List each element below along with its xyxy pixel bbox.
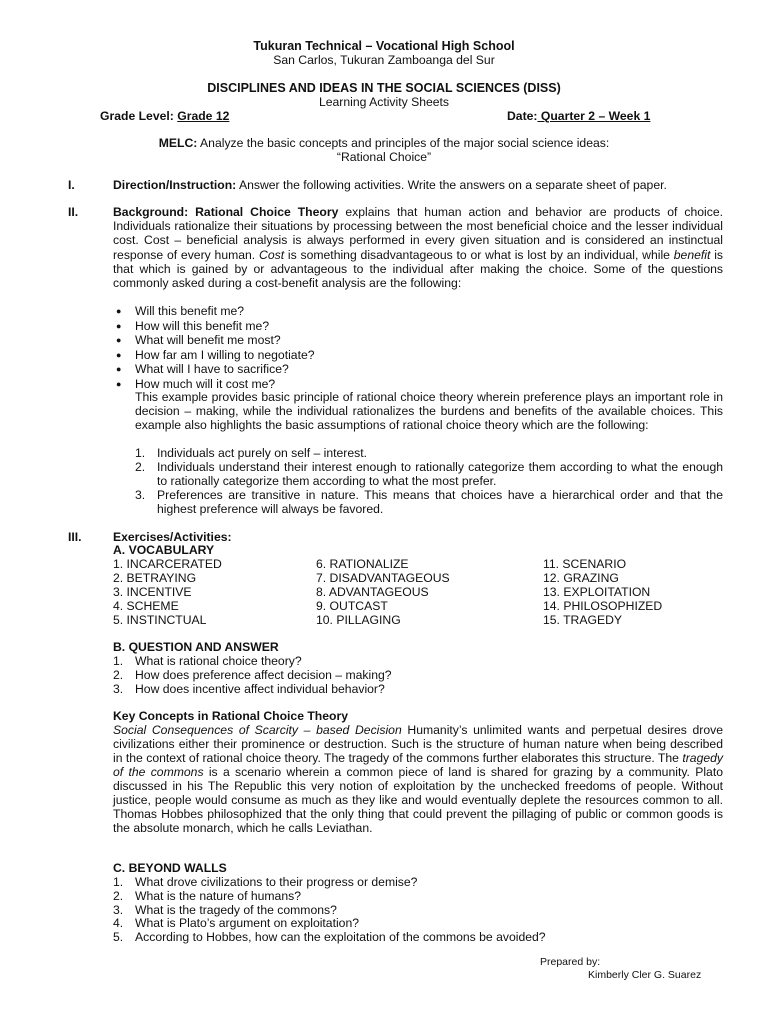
section-2-body	[113, 205, 723, 290]
melc-text: Analyze the basic concepts and principles of the major social science ideas:	[197, 136, 610, 150]
key-concepts-subtitle: Social Consequences of Scarcity – based Decision	[113, 723, 402, 737]
item-number: 1.	[135, 446, 146, 460]
list-item: ● How will this benefit me?	[113, 319, 713, 334]
item-text: Individuals act purely on self – interest.	[157, 446, 368, 460]
school-name: Tukuran Technical – Vocational High School	[253, 39, 515, 53]
grade-level	[100, 109, 229, 123]
grade-label: Grade Level:	[100, 109, 178, 123]
vocab-word: 9. OUTCAST	[316, 599, 388, 613]
subject-title: DISCIPLINES AND IDEAS IN THE SOCIAL SCIENCES (DISS)	[207, 81, 561, 95]
vocab-word: 10. PILLAGING	[316, 613, 401, 627]
vocab-word: 6. RATIONALIZE	[316, 557, 409, 571]
item-text: What is the nature of humans?	[135, 888, 301, 903]
item-text: According to Hobbes, how can the exploitation of the commons be avoided?	[135, 930, 546, 945]
beyond-walls-list	[113, 875, 723, 944]
vocab-word: 13. EXPLOITATION	[543, 585, 651, 599]
list-item	[113, 903, 723, 917]
vocab-word: 11. SCENARIO	[543, 557, 627, 571]
list-item	[113, 654, 713, 668]
question-answer-list	[113, 654, 713, 695]
cost-term: Cost	[259, 247, 285, 262]
vocab-word: 7. DISADVANTAGEOUS	[316, 571, 450, 585]
item-text: What drove civilizations to their progress or demise?	[135, 875, 418, 889]
vocab-word: 1. INCARCERATED	[113, 557, 222, 571]
item-text: How does preference affect decision – making?	[135, 667, 392, 682]
benefit-term: benefit	[673, 247, 711, 262]
vocab-word: 5. INSTINCTUAL	[113, 613, 207, 627]
school-address: San Carlos, Tukuran Zamboanga del Sur	[273, 53, 495, 67]
item-text: Preferences are transitive in nature. This means that choices have a hierarchical order and that the highest preference will always be favored.	[157, 488, 723, 516]
item-number: 1.	[113, 875, 124, 889]
list-item	[135, 460, 723, 488]
list-item	[113, 668, 713, 682]
list-item	[113, 875, 723, 889]
section-2-text-c: is that which is gained by or advantageous to the individual after making the choice. Some of the questions commonly asked during a cost-benefit analysis are the following:	[113, 247, 723, 291]
vocab-word: 8. ADVANTAGEOUS	[316, 585, 429, 599]
list-item: ● Will this benefit me?	[113, 304, 713, 319]
vocab-word: 15. TRAGEDY	[543, 613, 623, 627]
list-item	[135, 446, 723, 460]
list-item: ● What will benefit me most?	[113, 333, 713, 348]
section-1-body	[113, 178, 723, 192]
item-text: What is rational choice theory?	[135, 654, 302, 668]
item-text: What is the tragedy of the commons?	[135, 902, 337, 917]
item-text: What is Plato’s argument on exploitation?	[135, 916, 360, 931]
melc-label: MELC:	[158, 136, 198, 150]
item-number: 1.	[113, 654, 124, 668]
vocabulary-title: A. VOCABULARY	[113, 543, 215, 557]
date-value: Quarter 2 – Week 1	[537, 109, 651, 123]
grade-value: Grade 12	[177, 109, 230, 123]
tragedy-term: tragedy of the commons	[113, 751, 723, 779]
item-number: 3.	[135, 488, 146, 502]
list-item	[113, 682, 713, 696]
item-number: 2.	[113, 667, 124, 682]
section-1-text: Answer the following activities. Write the answers on a separate sheet of paper.	[236, 178, 667, 192]
vocab-word: 14. PHILOSOPHIZED	[543, 599, 663, 613]
vocab-word: 3. INCENTIVE	[113, 585, 192, 599]
key-concepts-paragraph	[113, 723, 723, 835]
vocab-word: 4. SCHEME	[113, 599, 179, 613]
melc-topic: “Rational Choice”	[336, 150, 432, 164]
section-1-label: Direction/Instruction:	[113, 178, 237, 192]
cost-benefit-questions	[113, 304, 713, 392]
key-text-b: is a scenario wherein a common piece of land is shared for grazing by a community. Plato discussed in his The Republic this very notion of exploitation by the unchecked freedoms of people. Without justice, people would consume as much as they like and would eventually deplete the resources common to all. Thomas Hobbes philosophized that the only thing that could prevent the pillaging of public or common goods is the absolute monarch, which he calls Leviathan.	[113, 765, 723, 835]
melc-block	[0, 136, 768, 164]
item-number: 5.	[113, 930, 124, 945]
prepared-by-label: Prepared by:	[540, 956, 601, 968]
item-text: How does incentive affect individual behavior?	[135, 681, 385, 696]
section-2-text-a: explains that human action and behavior are products of choice. Individuals rationalize their situations by processing between the most beneficial choice and the lesser individual cost. Cost – beneficial analysis is always performed in every given situation and is considered an instinctual response of every human.	[113, 205, 723, 262]
list-item	[113, 889, 723, 903]
section-3-label: Exercises/Activities:	[113, 530, 232, 544]
example-paragraph: This example provides basic principle of rational choice theory wherein preference plays an important role in decision – making, while the individual rationalizes the burdens and benefits of the available choices. This example also highlights the basic assumptions of rational choice theory which are the following:	[135, 390, 723, 432]
assumptions-list	[135, 446, 723, 516]
section-3-number: III.	[68, 530, 82, 544]
vocab-word: 2. BETRAYING	[113, 571, 197, 585]
list-item	[113, 930, 723, 944]
list-item: ● How much will it cost me?	[113, 377, 713, 392]
item-text: Individuals understand their interest enough to rationally categorize them according to what the enough to rationally categorize them according to what the most prefer.	[157, 460, 723, 488]
date-label: Date:	[507, 109, 538, 123]
list-item	[113, 916, 723, 930]
item-number: 3.	[113, 902, 124, 917]
question-answer-title: B. QUESTION AND ANSWER	[113, 640, 279, 654]
date-field	[507, 109, 650, 123]
list-item: ● What will I have to sacrifice?	[113, 362, 713, 377]
item-number: 4.	[113, 916, 124, 931]
item-number: 2.	[113, 888, 124, 903]
item-number: 2.	[135, 460, 146, 474]
section-2-label: Background: Rational Choice Theory	[113, 205, 339, 219]
list-item	[135, 488, 723, 516]
list-item: ● How far am I willing to negotiate?	[113, 348, 713, 363]
section-2-number: II.	[68, 205, 79, 219]
key-concepts-title: Key Concepts in Rational Choice Theory	[113, 709, 348, 723]
key-text-a: Humanity’s unlimited wants and perpetual desires drove civilizations either their prominence or destruction. Such is the structure of human nature when being described in the context of rational choice theory. The tragedy of the commons further elaborates this structure. The	[113, 723, 723, 765]
section-2-text-b: is something disadvantageous to or what is lost by an individual, while	[284, 247, 674, 262]
beyond-walls-title: C. BEYOND WALLS	[113, 861, 227, 875]
author-name: Kimberly Cler G. Suarez	[588, 969, 702, 981]
vocab-word: 12. GRAZING	[543, 571, 619, 585]
sheet-type: Learning Activity Sheets	[318, 95, 450, 109]
section-1-number: I.	[68, 178, 75, 192]
item-number: 3.	[113, 681, 124, 696]
